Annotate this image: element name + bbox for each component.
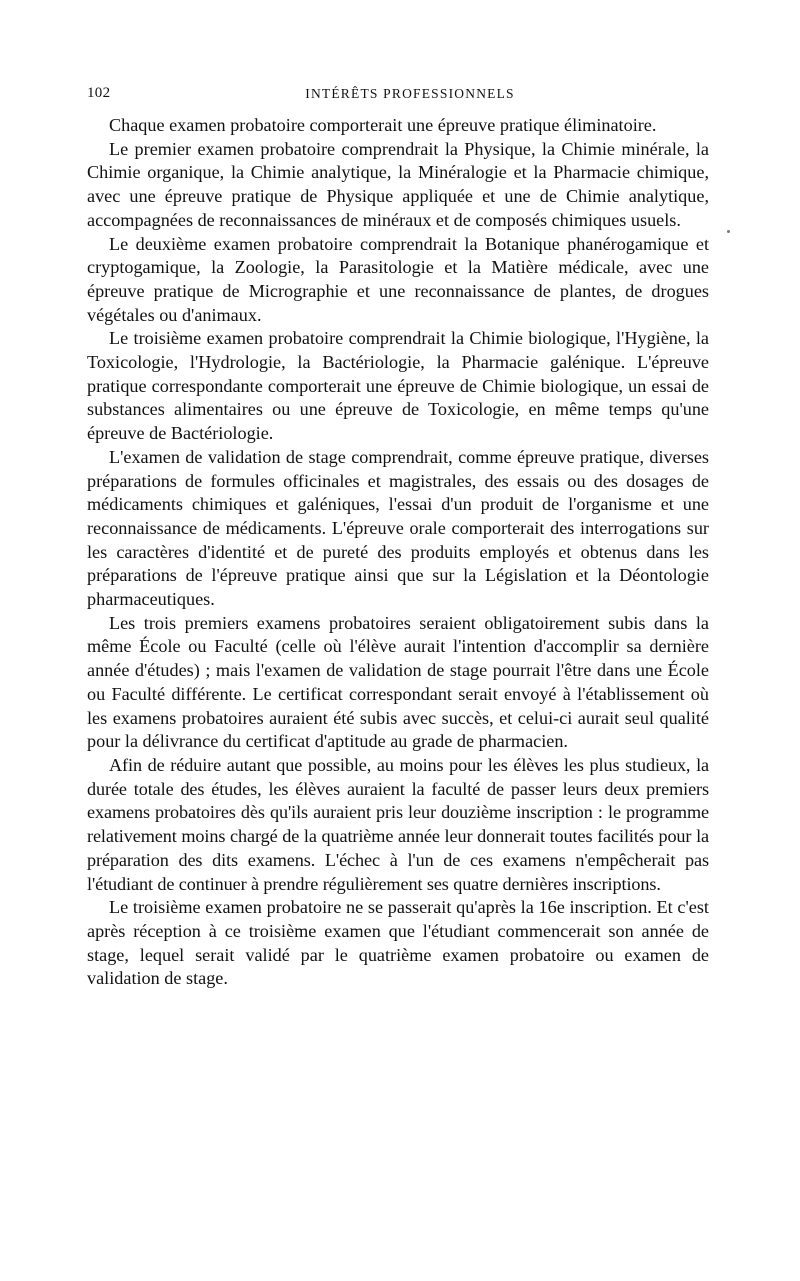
running-title: INTÉRÊTS PROFESSIONNELS (305, 86, 515, 101)
paragraph-2: Le premier examen probatoire comprendrait la Physique, la Chimie minérale, la Chimie organique, la Chimie analytique, la Minéralogie et la Pharmacie chimique, avec une épreuve pratique de Physique appliquée et une de Chimie analytique, accompagnées de reconnaissances de minéraux et de composés chimiques usuels. (87, 138, 709, 230)
paragraph-1: Chaque examen probatoire comporterait une épreuve pratique éliminatoire. (109, 115, 657, 135)
paragraph-4: Le troisième examen probatoire comprendrait la Chimie biologique, l'Hygiène, la Toxicologie, l'Hydrologie, la Bactériologie, la Pharmacie galénique. L'épreuve pratique correspondante comporterait une épreuve de Chimie biologique, un essai de substances alimentaires ou une épreuve de Toxicologie, en même temps qu'une épreuve de Bactériologie. (87, 328, 709, 444)
paragraph-6: Les trois premiers examens probatoires seraient obligatoirement subis dans la même École ou Faculté (celle où l'élève aurait l'intention d'accomplir sa dernière année d'études) ; mais l'examen de validation de stage pourrait l'être dans une École ou Faculté différente. Le certificat correspondant serait envoyé à l'établissement où les examens probatoires auraient été subis avec succès, et celui-ci aurait seul qualité pour la délivrance du certificat d'aptitude au grade de pharmacien. (87, 612, 709, 752)
paragraph-7: Afin de réduire autant que possible, au moins pour les élèves les plus studieux, la durée totale des études, les élèves auraient la faculté de passer leurs deux premiers examens probatoires dès qu'ils auraient pris leur douzième inscription : le programme relativement moins chargé de la quatrième année leur donnerait toutes facilités pour la préparation des dits examens. L'échec à l'un de ces examens n'empêcherait pas l'étudiant de continuer à prendre régulièrement ses quatre dernières inscriptions. (87, 754, 709, 894)
body-text (87, 114, 709, 991)
paragraph-5: L'examen de validation de stage comprendrait, comme épreuve pratique, diverses préparations de formules officinales et magistrales, des essais ou des dosages de médicaments chimiques et galéniques, l'essai d'un produit de l'organisme et une reconnaissance de médicaments. L'épreuve orale comporterait des interrogations sur les caractères d'identité et de pureté des produits employés et obtenus dans les préparations de l'épreuve pratique ainsi que sur la Législation et la Déontologie pharmaceutiques. (87, 446, 709, 610)
paragraph-8: Le troisième examen probatoire ne se passerait qu'après la 16e inscription. Et c'est après réception à ce troisième examen que l'étudiant commencerait son année de stage, lequel serait validé par le quatrième examen probatoire ou examen de validation de stage. (87, 897, 709, 989)
page-number: 102 (87, 85, 111, 101)
paragraph-3: Le deuxième examen probatoire comprendrait la Botanique phanérogamique et cryptogamique, la Zoologie, la Parasitologie et la Matière médicale, avec une épreuve pratique de Micrographie et une reconnaissance de plantes, de drogues végétales ou d'animaux. (87, 233, 709, 325)
running-head (87, 85, 709, 107)
margin-speck (727, 230, 730, 233)
